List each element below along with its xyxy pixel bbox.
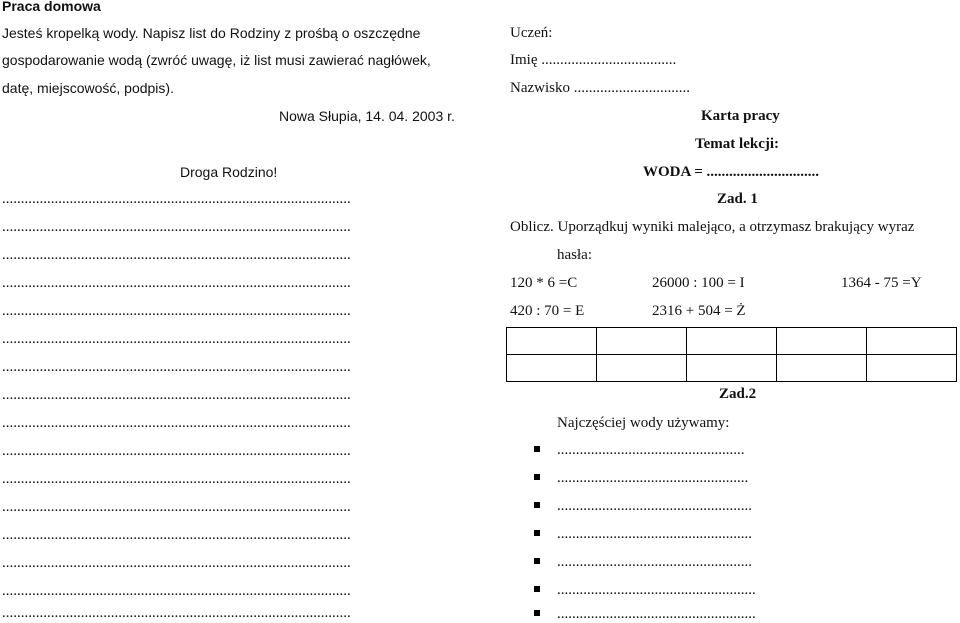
topic-value[interactable]: WODA = ..............................	[643, 164, 820, 180]
task2-prompt: Najczęściej wody używamy:	[557, 415, 730, 431]
equation: 2316 + 504 = Ż	[652, 303, 746, 319]
bullet-icon	[534, 446, 540, 452]
worksheet-title: Karta pracy	[701, 108, 780, 124]
first-name-field[interactable]: Imię ....................................	[510, 52, 677, 68]
letter-line[interactable]: .............................................................................................	[2, 331, 351, 347]
letter-line[interactable]: .............................................................................................	[2, 219, 351, 235]
task1-instruction: Oblicz. Uporządkuj wyniki malejąco, a otrzymasz brakujący wyraz	[510, 219, 915, 235]
task1-instruction-cont: hasła:	[557, 247, 592, 263]
list-item[interactable]: .....................................................	[557, 582, 756, 598]
bullet-icon	[534, 586, 540, 592]
letter-line[interactable]: .............................................................................................	[2, 275, 351, 291]
last-name-field[interactable]: Nazwisko ...............................	[510, 80, 690, 96]
letter-line[interactable]: .............................................................................................	[2, 443, 351, 459]
letter-line[interactable]: .............................................................................................	[2, 247, 351, 263]
answer-grid	[506, 327, 957, 382]
list-item[interactable]: ....................................................	[557, 554, 752, 570]
bullet-icon	[534, 530, 540, 536]
letter-line[interactable]: .............................................................................................	[2, 471, 351, 487]
instruction-line: Jesteś kropelką wody. Napisz list do Rodziny z prośbą o oszczędne	[2, 25, 421, 41]
letter-line[interactable]: .............................................................................................	[2, 499, 351, 515]
list-item[interactable]: ....................................................	[557, 498, 752, 514]
answer-cell[interactable]	[777, 355, 867, 382]
instruction-line: datę, miejscowość, podpis).	[2, 80, 174, 96]
task2-heading: Zad.2	[719, 386, 757, 402]
answer-cell[interactable]	[867, 355, 957, 382]
letter-line[interactable]: .............................................................................................	[2, 191, 351, 207]
letter-date-place: Nowa Słupia, 14. 04. 2003 r.	[279, 108, 455, 124]
answer-cell[interactable]	[597, 355, 687, 382]
answer-row-letters	[507, 355, 957, 382]
list-item[interactable]: ...................................................	[557, 470, 749, 486]
equation: 420 : 70 = E	[510, 303, 585, 319]
student-label: Uczeń:	[510, 25, 553, 41]
bullet-icon	[534, 610, 540, 616]
instruction-line: gospodarowanie wodą (zwróć uwagę, iż list musi zawierać nagłówek,	[2, 52, 431, 68]
equation: 120 * 6 =C	[510, 275, 578, 291]
list-item[interactable]: ....................................................	[557, 526, 752, 542]
answer-row-numbers	[507, 328, 957, 355]
letter-line[interactable]: .............................................................................................	[2, 415, 351, 431]
answer-cell[interactable]	[507, 328, 597, 355]
letter-line[interactable]: .............................................................................................	[2, 387, 351, 403]
letter-line[interactable]: .............................................................................................	[2, 359, 351, 375]
bullet-icon	[534, 502, 540, 508]
task1-heading: Zad. 1	[717, 191, 758, 207]
list-item[interactable]: .....................................................	[557, 606, 756, 622]
page-title: Praca domowa	[2, 0, 101, 14]
letter-line[interactable]: .............................................................................................	[2, 555, 351, 571]
bullet-icon	[534, 474, 540, 480]
equation: 1364 - 75 =Y	[841, 275, 922, 291]
list-item[interactable]: ..................................................	[557, 442, 745, 458]
bullet-icon	[534, 558, 540, 564]
letter-line[interactable]: .............................................................................................	[2, 583, 351, 599]
topic-label: Temat lekcji:	[695, 136, 780, 152]
letter-line[interactable]: .............................................................................................	[2, 527, 351, 543]
answer-cell[interactable]	[687, 328, 777, 355]
letter-greeting: Droga Rodzino!	[180, 164, 278, 180]
answer-cell[interactable]	[687, 355, 777, 382]
answer-cell[interactable]	[867, 328, 957, 355]
answer-cell[interactable]	[507, 355, 597, 382]
answer-cell[interactable]	[777, 328, 867, 355]
answer-cell[interactable]	[597, 328, 687, 355]
letter-line[interactable]: .............................................................................................	[2, 303, 351, 319]
equation: 26000 : 100 = I	[652, 275, 745, 291]
letter-line[interactable]: .............................................................................................	[2, 605, 351, 621]
